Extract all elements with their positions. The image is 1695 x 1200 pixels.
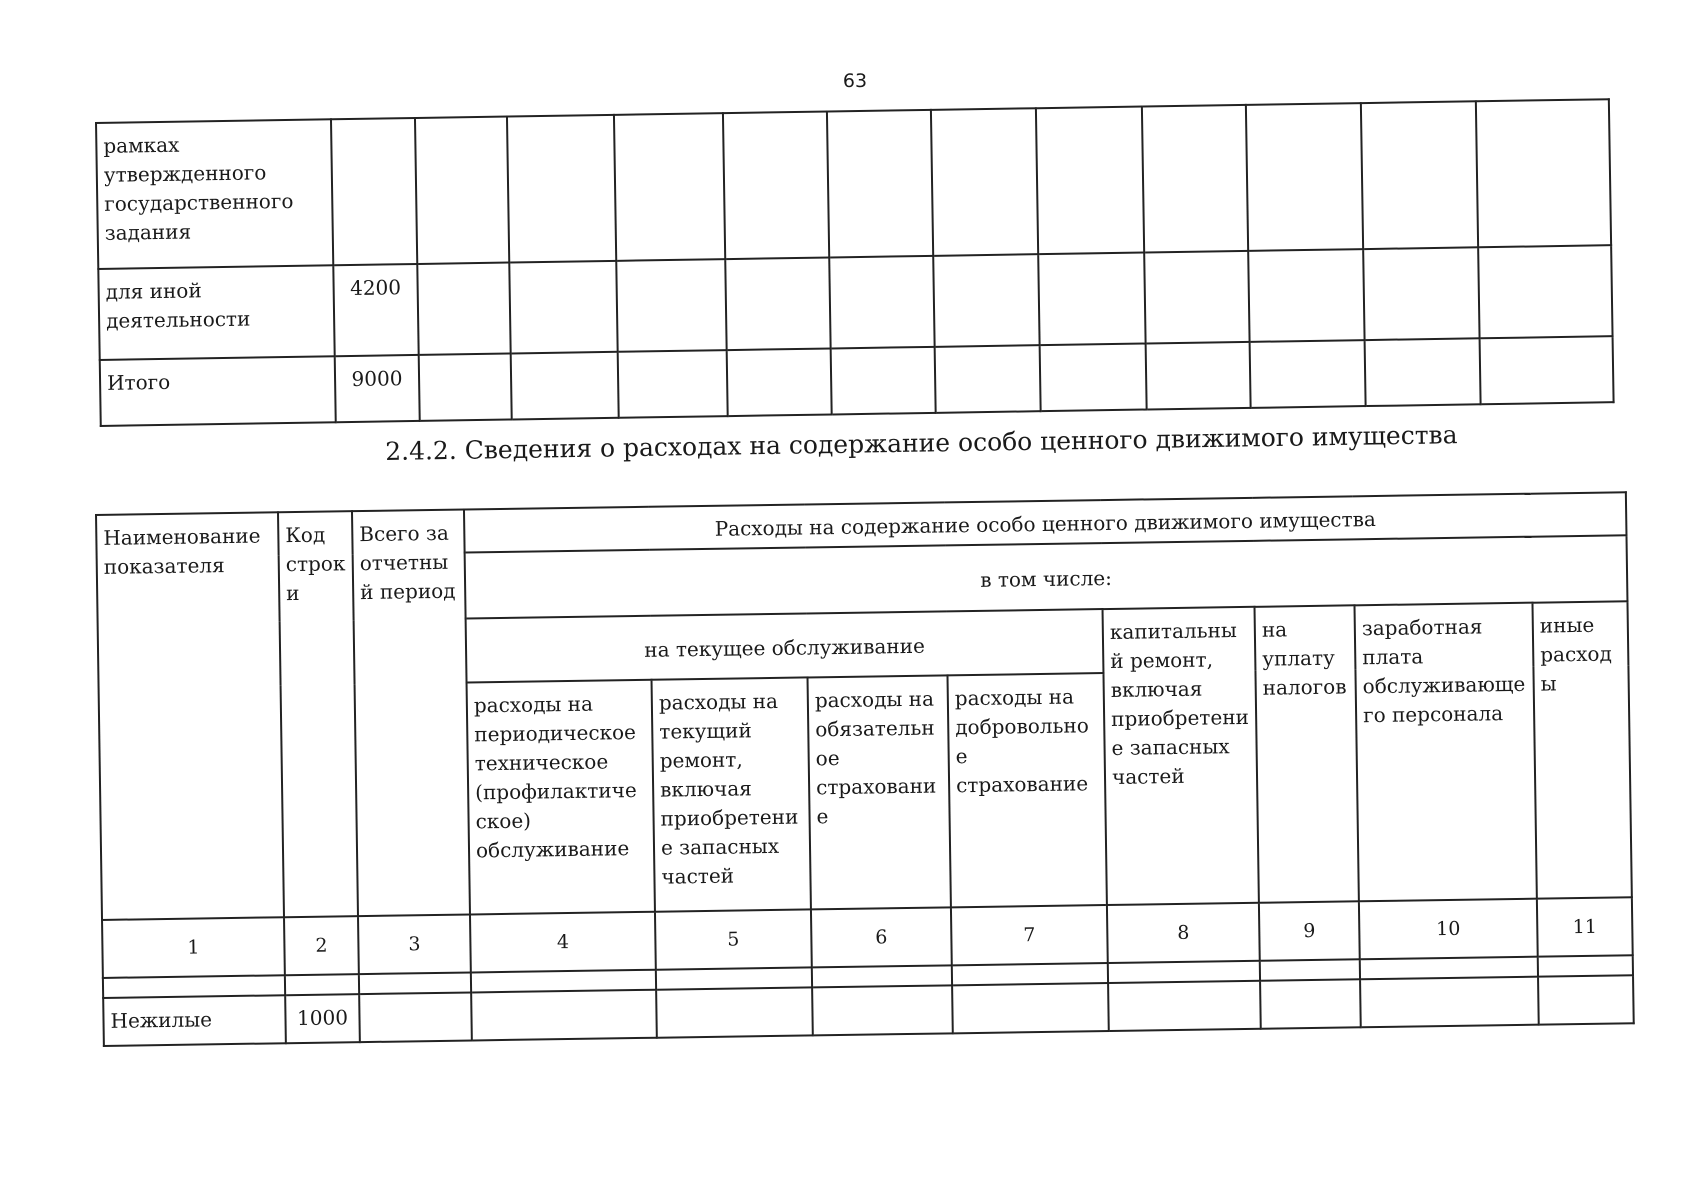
section-heading: 2.4.2. Сведения о расходах на содержание особо ценного движимого имущества <box>385 420 1458 466</box>
row-name: Нежилые <box>103 995 286 1046</box>
header-expenses: Расходы на содержание особо ценного движимого имущества <box>464 492 1627 552</box>
row-code: 4200 <box>334 264 419 356</box>
continuation-table <box>95 98 1615 427</box>
row-name: Итого <box>100 356 336 426</box>
column-number: 2 <box>284 916 359 975</box>
header-code: Код строки <box>278 511 358 917</box>
column-number: 6 <box>811 907 952 967</box>
header-total: Всего за отчетный период <box>352 510 470 917</box>
header-name: Наименование показателя <box>96 512 284 920</box>
column-number: 10 <box>1359 899 1538 960</box>
row-code <box>331 118 417 265</box>
header-periodic-service: расходы на периодическое техническое (профилактическое) обслуживание <box>467 680 655 915</box>
header-capital-repair: капитальный ремонт, включая приобретение запасных частей <box>1103 607 1259 905</box>
column-number: 11 <box>1537 897 1633 956</box>
page-number: 63 <box>842 70 868 92</box>
header-mandatory-insurance: расходы на обязательное страхование <box>808 675 951 909</box>
expenses-table <box>95 491 1635 1047</box>
header-including: в том числе: <box>465 535 1628 618</box>
row-code: 9000 <box>335 355 419 422</box>
column-number: 1 <box>102 917 285 978</box>
header-other: иные расходы <box>1532 601 1631 898</box>
header-salary: заработная плата обслуживающего персонала <box>1354 603 1536 902</box>
table-row <box>96 99 1611 269</box>
column-number: 7 <box>951 905 1108 965</box>
row-code: 1000 <box>285 994 360 1043</box>
row-name: для иной деятельности <box>98 265 335 360</box>
column-number: 9 <box>1259 901 1360 960</box>
column-number: 4 <box>470 912 656 973</box>
header-current-service: на текущее обслуживание <box>466 609 1104 682</box>
header-voluntary-insurance: расходы на добровольное страхование <box>947 673 1106 907</box>
column-number: 3 <box>358 914 471 974</box>
header-current-repair: расходы на текущий ремонт, включая приобретение запасных частей <box>652 677 811 911</box>
header-taxes: на уплату налогов <box>1255 605 1359 902</box>
column-number: 8 <box>1107 903 1260 963</box>
column-number: 5 <box>655 909 812 969</box>
row-name: рамках утвержденного государственного задания <box>96 119 333 269</box>
